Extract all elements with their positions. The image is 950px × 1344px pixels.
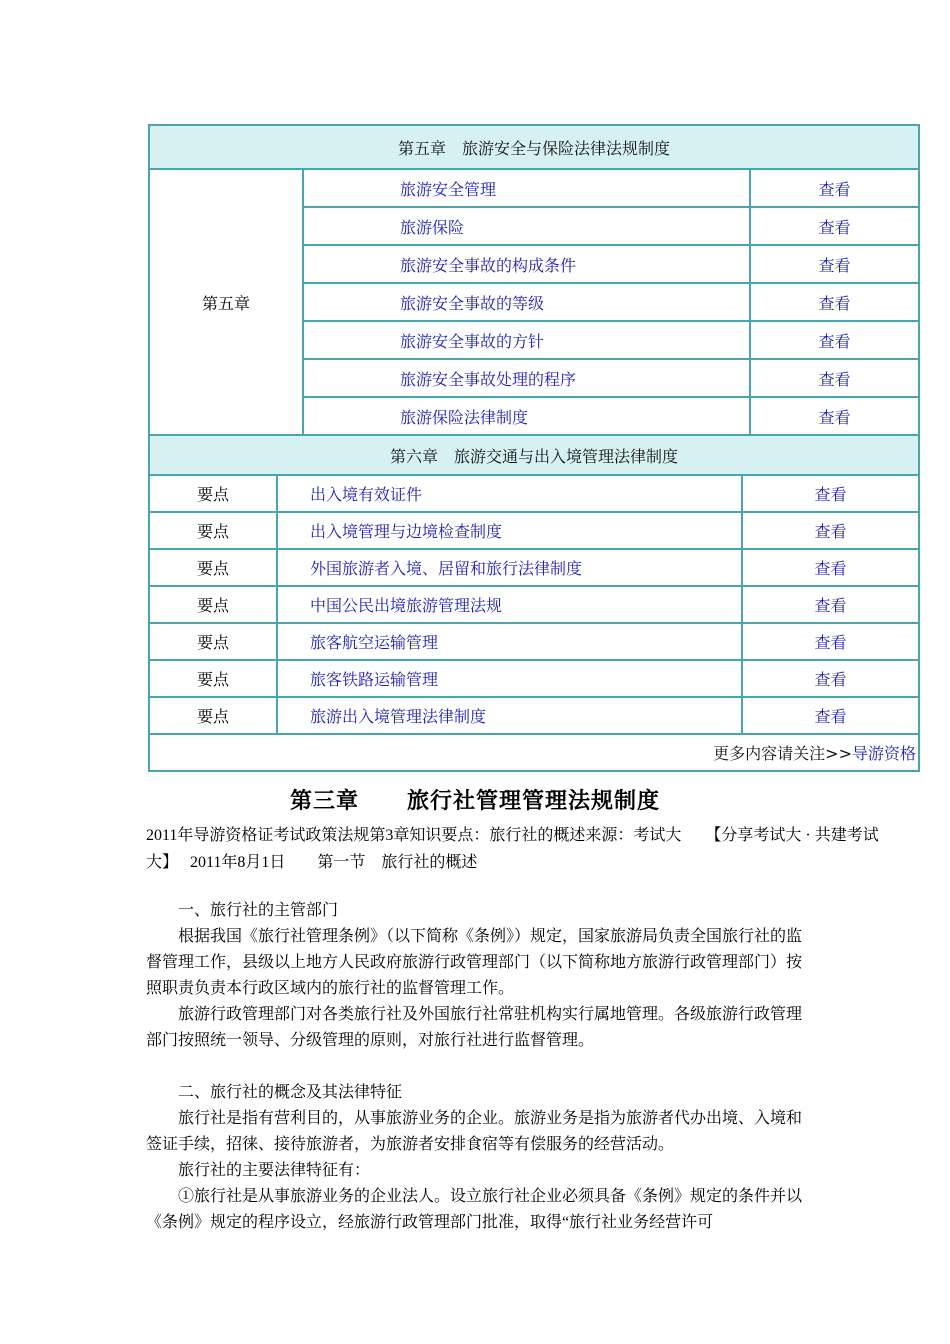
meta-line-2: 大】 2011年8月1日 第一节 旅行社的概述 xyxy=(146,854,478,871)
table-row xyxy=(149,512,919,549)
chapter5-header-row xyxy=(149,125,919,169)
chapter6-item-link[interactable]: 旅游出入境管理法律制度 xyxy=(310,707,487,726)
chapter5-item-link[interactable]: 旅游安全事故的等级 xyxy=(400,293,545,313)
table-row xyxy=(149,660,919,697)
chapter6-item-link[interactable]: 旅客航空运输管理 xyxy=(310,633,439,652)
chapter-name: 旅行社管理管理法规制度 xyxy=(407,788,661,814)
more-link[interactable]: 导游资格 xyxy=(851,744,916,763)
row-label: 要点 xyxy=(149,623,277,660)
chapter6-table xyxy=(148,434,920,772)
chapter5-item-link[interactable]: 旅游保险 xyxy=(400,217,465,237)
more-text: 更多内容请关注>> xyxy=(713,744,852,763)
section-heading: 一、旅行社的主管部门 xyxy=(178,902,339,919)
view-link[interactable]: 查看 xyxy=(818,369,851,389)
paragraph: 旅行社的主要法律特征有： xyxy=(178,1162,371,1179)
paragraph: ①旅行社是从事旅游业务的企业法人。设立旅行社企业必须具备《条例》规定的条件并以《条例》规定的程序设立，经旅游行政管理部门批准，取得“旅行社业务经营许可 xyxy=(146,1188,803,1231)
section-heading: 二、旅行社的概念及其法律特征 xyxy=(178,1084,403,1101)
view-link[interactable]: 查看 xyxy=(818,331,851,351)
paragraph: 根据我国《旅行社管理条例》（以下简称《条例》）规定，国家旅游局负责全国旅行社的监督管理工作，县级以上地方人民政府旅游行政管理部门（以下简称地方旅游行政管理部门）按照职责负责本行政区域内的旅行社的监督管理工作。 xyxy=(146,928,803,997)
article-body xyxy=(146,898,808,1236)
view-link[interactable]: 查看 xyxy=(814,670,847,689)
row-label: 要点 xyxy=(149,475,277,512)
chapter5-side-label: 第五章 xyxy=(149,169,303,435)
chapter6-item-link[interactable]: 中国公民出境旅游管理法规 xyxy=(310,596,503,615)
chapter6-item-link[interactable]: 外国旅游者入境、居留和旅行法律制度 xyxy=(310,559,583,578)
chapter5-header: 第五章 旅游安全与保险法律法规制度 xyxy=(149,125,919,169)
chapter6-item-link[interactable]: 旅客铁路运输管理 xyxy=(310,670,439,689)
row-label: 要点 xyxy=(149,586,277,623)
table-row xyxy=(149,169,919,207)
view-link[interactable]: 查看 xyxy=(818,217,851,237)
view-link[interactable]: 查看 xyxy=(814,522,847,541)
chapter5-item-link[interactable]: 旅游安全事故的构成条件 xyxy=(400,255,577,275)
row-label: 要点 xyxy=(149,660,277,697)
chapter-number: 第三章 xyxy=(289,788,359,814)
view-link[interactable]: 查看 xyxy=(818,179,851,199)
chapter6-header-row xyxy=(149,435,919,475)
table-row xyxy=(149,623,919,660)
more-cell xyxy=(149,734,919,771)
chapter6-header: 第六章 旅游交通与出入境管理法律制度 xyxy=(149,435,919,475)
chapter5-item-link[interactable]: 旅游安全事故处理的程序 xyxy=(400,369,577,389)
paragraph: 旅游行政管理部门对各类旅行社及外国旅行社常驻机构实行属地管理。各级旅游行政管理部门按照统一领导、分级管理的原则，对旅行社进行监督管理。 xyxy=(146,1006,803,1049)
view-link[interactable]: 查看 xyxy=(818,255,851,275)
row-label: 要点 xyxy=(149,697,277,734)
more-row xyxy=(149,734,919,771)
page-title xyxy=(0,784,950,815)
view-link[interactable]: 查看 xyxy=(814,707,847,726)
table-row xyxy=(149,475,919,512)
view-link[interactable]: 查看 xyxy=(818,407,851,427)
view-link[interactable]: 查看 xyxy=(814,559,847,578)
chapter6-item-link[interactable]: 出入境有效证件 xyxy=(310,485,423,504)
paragraph: 旅行社是指有营利目的，从事旅游业务的企业。旅游业务是指为旅游者代办出境、入境和签证手续，招徕、接待旅游者，为旅游者安排食宿等有偿服务的经营活动。 xyxy=(146,1110,803,1153)
view-link[interactable]: 查看 xyxy=(814,596,847,615)
view-link[interactable]: 查看 xyxy=(814,633,847,652)
view-link[interactable]: 查看 xyxy=(814,485,847,504)
row-label: 要点 xyxy=(149,549,277,586)
meta-line-1: 2011年导游资格证考试政策法规第3章知识要点：旅行社的概述来源：考试大 【分享考试大 · 共建考试 xyxy=(146,827,879,844)
table-row xyxy=(149,697,919,734)
chapter5-item-link[interactable]: 旅游安全管理 xyxy=(400,179,497,199)
chapter5-table xyxy=(148,124,920,436)
row-label: 要点 xyxy=(149,512,277,549)
table-row xyxy=(149,586,919,623)
chapter5-item-link[interactable]: 旅游保险法律制度 xyxy=(400,407,529,427)
table-row xyxy=(149,549,919,586)
article-meta xyxy=(146,822,946,876)
chapter5-item-link[interactable]: 旅游安全事故的方针 xyxy=(400,331,545,351)
view-link[interactable]: 查看 xyxy=(818,293,851,313)
chapter6-item-link[interactable]: 出入境管理与边境检查制度 xyxy=(310,522,503,541)
